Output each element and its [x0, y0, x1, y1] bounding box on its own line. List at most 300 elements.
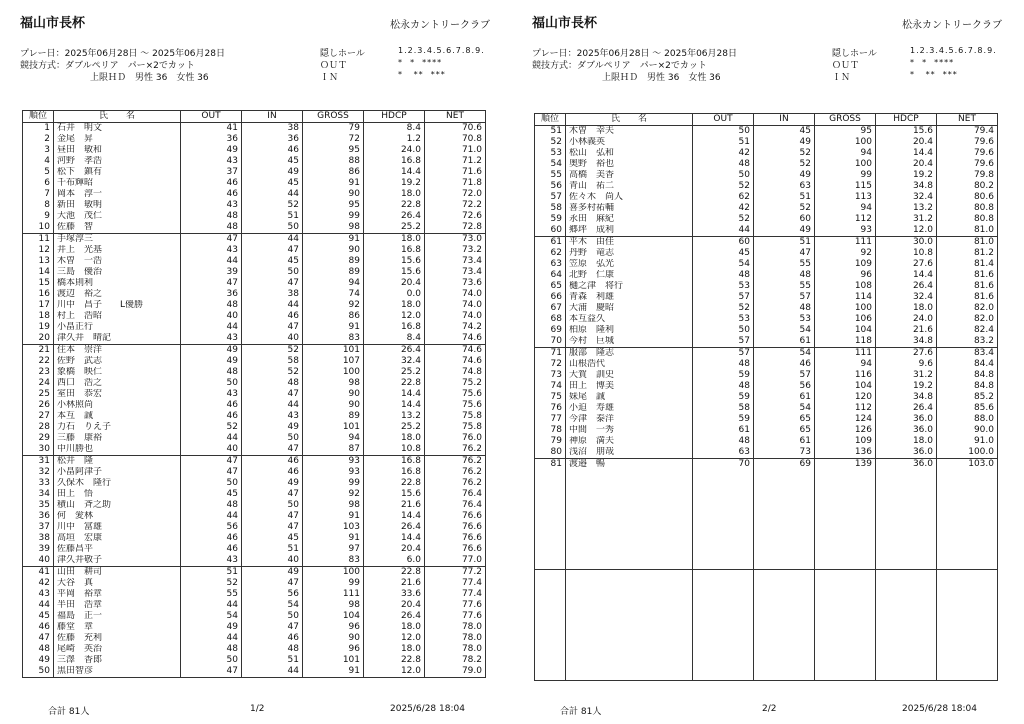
cell-gross: 99	[303, 578, 364, 589]
cell-name: 千布輝昭	[54, 178, 181, 189]
cell-name: 笠原 弘光	[566, 259, 693, 270]
empty-row	[535, 636, 998, 647]
cell-net: 74.0	[425, 311, 486, 322]
table-row	[23, 200, 486, 211]
club-name: 松永カントリークラブ	[390, 20, 490, 31]
cell-net: 70.6	[425, 123, 486, 135]
cell-in: 38	[242, 123, 303, 135]
cell-hdcp: 19.2	[876, 170, 937, 181]
cell-net: 74.6	[425, 333, 486, 345]
table-row	[535, 459, 998, 471]
empty-cell	[566, 503, 693, 514]
cell-gross: 94	[303, 278, 364, 289]
cell-rank: 47	[23, 633, 54, 644]
cell-name: 浅沼 朋哉	[566, 447, 693, 459]
cell-out: 44	[181, 256, 242, 267]
cell-net: 76.6	[425, 511, 486, 522]
cell-out: 48	[693, 436, 754, 447]
cell-out: 45	[181, 489, 242, 500]
empty-row	[535, 647, 998, 658]
cell-net: 77.6	[425, 600, 486, 611]
cell-rank: 50	[23, 666, 54, 678]
cell-gross: 101	[303, 655, 364, 666]
cell-out: 63	[693, 447, 754, 459]
cell-rank: 54	[535, 159, 566, 170]
cell-hdcp: 36.0	[876, 425, 937, 436]
empty-cell	[693, 525, 754, 536]
cell-net: 74.2	[425, 322, 486, 333]
cell-in: 57	[754, 292, 815, 303]
table-row	[23, 589, 486, 600]
cell-net: 79.0	[425, 666, 486, 678]
empty-cell	[937, 481, 998, 492]
cell-name: 井上 光基	[54, 245, 181, 256]
cell-net: 74.6	[425, 345, 486, 357]
cell-name: 佐藤 充利	[54, 633, 181, 644]
empty-cell	[815, 603, 876, 614]
cell-in: 50	[242, 500, 303, 511]
cell-in: 50	[242, 267, 303, 278]
table-row	[535, 259, 998, 270]
cell-out: 54	[693, 259, 754, 270]
cell-out: 40	[181, 311, 242, 322]
cell-rank: 61	[535, 237, 566, 249]
cell-rank: 51	[535, 126, 566, 138]
cell-rank: 64	[535, 270, 566, 281]
cell-name: 尾崎 英治	[54, 644, 181, 655]
cell-out: 43	[181, 389, 242, 400]
empty-cell	[754, 658, 815, 669]
empty-cell	[535, 669, 566, 681]
cell-in: 44	[242, 189, 303, 200]
cell-hdcp: 27.6	[876, 259, 937, 270]
cell-gross: 104	[815, 381, 876, 392]
cell-rank: 68	[535, 314, 566, 325]
cell-gross: 95	[303, 200, 364, 211]
cell-gross: 91	[303, 234, 364, 246]
cell-hdcp: 22.8	[364, 378, 425, 389]
cell-out: 52	[693, 214, 754, 225]
cell-name: 佐野 武志	[54, 356, 181, 367]
table-row	[23, 333, 486, 345]
table-row	[23, 156, 486, 167]
table-row	[23, 389, 486, 400]
cell-gross: 101	[303, 422, 364, 433]
cell-out: 54	[181, 611, 242, 622]
cell-rank: 76	[535, 403, 566, 414]
cell-net: 79.4	[937, 126, 998, 138]
empty-cell	[754, 536, 815, 547]
table-row	[535, 303, 998, 314]
table-row	[23, 256, 486, 267]
cell-name: 象橋 映仁	[54, 367, 181, 378]
empty-row	[535, 603, 998, 614]
cell-net: 76.6	[425, 544, 486, 555]
cell-net: 73.2	[425, 245, 486, 256]
results-table	[534, 113, 998, 681]
cell-gross: 104	[815, 325, 876, 336]
cell-name: 手塚淳三	[54, 234, 181, 246]
cell-gross: 126	[815, 425, 876, 436]
cell-hdcp: 27.6	[876, 348, 937, 360]
empty-cell	[937, 614, 998, 625]
table-row	[23, 633, 486, 644]
cell-out: 47	[181, 456, 242, 468]
cell-net: 84.8	[937, 381, 998, 392]
cell-hdcp: 18.0	[364, 433, 425, 444]
cell-hdcp: 22.8	[364, 655, 425, 666]
cell-rank: 15	[23, 278, 54, 289]
cell-hdcp: 16.8	[364, 467, 425, 478]
empty-cell	[693, 570, 754, 582]
handicap-limit: 上限ＨＤ 男性 36 女性 36	[90, 73, 209, 83]
cell-in: 47	[242, 389, 303, 400]
cell-name: 大谷 真	[54, 578, 181, 589]
cell-net: 70.8	[425, 134, 486, 145]
cell-net: 81.4	[937, 259, 998, 270]
empty-cell	[535, 570, 566, 582]
empty-cell	[566, 625, 693, 636]
table-row	[23, 467, 486, 478]
cell-rank: 22	[23, 356, 54, 367]
cell-rank: 2	[23, 134, 54, 145]
cell-net: 81.0	[937, 237, 998, 249]
cell-name: 青山 祐二	[566, 181, 693, 192]
cell-name: 西口 浩之	[54, 378, 181, 389]
cell-in: 40	[242, 555, 303, 567]
cell-net: 72.6	[425, 211, 486, 222]
cell-gross: 108	[815, 281, 876, 292]
cell-name: 積山 斉之助	[54, 500, 181, 511]
cell-rank: 41	[23, 567, 54, 579]
cell-name: 石井 明文	[54, 123, 181, 135]
cell-out: 56	[181, 522, 242, 533]
cell-out: 47	[181, 666, 242, 678]
empty-cell	[693, 625, 754, 636]
cell-rank: 30	[23, 444, 54, 456]
cell-rank: 33	[23, 478, 54, 489]
hidden-holes-label: 隠しホール	[832, 49, 877, 59]
tournament-title: 福山市長杯	[20, 16, 86, 31]
empty-cell	[566, 525, 693, 536]
cell-name: 川中 昌子 L優勝	[54, 300, 181, 311]
cell-out: 52	[693, 303, 754, 314]
cell-net: 71.2	[425, 156, 486, 167]
cell-net: 76.2	[425, 467, 486, 478]
cell-out: 49	[181, 356, 242, 367]
cell-gross: 111	[303, 589, 364, 600]
cell-net: 79.6	[937, 137, 998, 148]
table-row	[535, 248, 998, 259]
cell-name: 佐藤 智	[54, 222, 181, 234]
empty-cell	[693, 614, 754, 625]
cell-hdcp: 13.2	[876, 203, 937, 214]
empty-cell	[754, 470, 815, 481]
cell-rank: 36	[23, 511, 54, 522]
cell-name: 神原 満夫	[566, 436, 693, 447]
cell-rank: 28	[23, 422, 54, 433]
cell-out: 61	[693, 425, 754, 436]
cell-in: 44	[242, 234, 303, 246]
cell-hdcp: 12.0	[364, 666, 425, 678]
table-row	[23, 134, 486, 145]
cell-name: 山田 耕司	[54, 567, 181, 579]
cell-in: 48	[754, 270, 815, 281]
empty-cell	[566, 470, 693, 481]
cell-rank: 77	[535, 414, 566, 425]
cell-hdcp: 31.2	[876, 370, 937, 381]
cell-name: 今村 巨城	[566, 336, 693, 348]
cell-hdcp: 18.0	[876, 303, 937, 314]
cell-in: 52	[754, 148, 815, 159]
empty-cell	[693, 581, 754, 592]
cell-hdcp: 25.2	[364, 367, 425, 378]
cell-name: 妹尾 誠	[566, 392, 693, 403]
cell-rank: 13	[23, 256, 54, 267]
cell-out: 46	[181, 178, 242, 189]
table-row	[535, 181, 998, 192]
cell-name: 半田 浩章	[54, 600, 181, 611]
cell-name: 小畠阿津子	[54, 467, 181, 478]
table-row	[23, 411, 486, 422]
cell-in: 46	[242, 467, 303, 478]
cell-out: 48	[693, 381, 754, 392]
cell-name: 平木 由佳	[566, 237, 693, 249]
cell-net: 75.8	[425, 411, 486, 422]
cell-hdcp: 14.4	[364, 533, 425, 544]
table-row	[535, 148, 998, 159]
cell-out: 44	[181, 322, 242, 333]
cell-net: 75.6	[425, 389, 486, 400]
cell-in: 61	[754, 436, 815, 447]
col-rank: 順位	[535, 114, 566, 126]
cell-in: 54	[754, 348, 815, 360]
cell-in: 38	[242, 289, 303, 300]
table-row	[23, 234, 486, 246]
empty-cell	[937, 525, 998, 536]
empty-cell	[535, 625, 566, 636]
empty-cell	[754, 514, 815, 525]
cell-gross: 90	[303, 189, 364, 200]
empty-cell	[815, 481, 876, 492]
cell-gross: 91	[303, 322, 364, 333]
cell-in: 52	[242, 367, 303, 378]
table-row	[23, 511, 486, 522]
cell-out: 46	[181, 189, 242, 200]
cell-out: 59	[693, 392, 754, 403]
empty-row	[535, 581, 998, 592]
cell-net: 76.6	[425, 533, 486, 544]
table-row	[23, 522, 486, 533]
empty-cell	[876, 547, 937, 558]
cell-out: 40	[181, 444, 242, 456]
col-hdcp: HDCP	[364, 111, 425, 123]
cell-in: 46	[754, 359, 815, 370]
empty-row	[535, 481, 998, 492]
cell-in: 49	[242, 478, 303, 489]
cell-out: 60	[693, 237, 754, 249]
empty-cell	[815, 514, 876, 525]
out-holes: * * ****	[910, 58, 955, 67]
cell-gross: 96	[815, 270, 876, 281]
table-row	[535, 237, 998, 249]
cell-net: 84.8	[937, 370, 998, 381]
cell-gross: 91	[303, 511, 364, 522]
empty-cell	[876, 625, 937, 636]
results-body	[23, 123, 486, 678]
cell-out: 48	[693, 159, 754, 170]
cell-rank: 48	[23, 644, 54, 655]
cell-gross: 100	[815, 137, 876, 148]
cell-net: 73.4	[425, 256, 486, 267]
cell-name: 青森 利雄	[566, 292, 693, 303]
cell-net: 78.2	[425, 655, 486, 666]
cell-net: 90.0	[937, 425, 998, 436]
empty-cell	[876, 614, 937, 625]
cell-name: 松井 隆	[54, 456, 181, 468]
empty-row	[535, 525, 998, 536]
cell-out: 45	[693, 248, 754, 259]
cell-net: 72.0	[425, 189, 486, 200]
cell-net: 72.8	[425, 222, 486, 234]
cell-out: 57	[693, 348, 754, 360]
empty-cell	[566, 647, 693, 658]
cell-hdcp: 20.4	[364, 544, 425, 555]
cell-hdcp: 19.2	[876, 381, 937, 392]
cell-hdcp: 18.0	[364, 622, 425, 633]
cell-name: 高橋 美香	[566, 170, 693, 181]
table-row	[23, 245, 486, 256]
cell-out: 50	[181, 378, 242, 389]
cell-name: 本互益久	[566, 314, 693, 325]
table-row	[23, 222, 486, 234]
cell-out: 48	[181, 367, 242, 378]
cell-rank: 59	[535, 214, 566, 225]
cell-hdcp: 14.4	[876, 270, 937, 281]
empty-cell	[937, 625, 998, 636]
table-row	[23, 300, 486, 311]
cell-out: 41	[181, 123, 242, 135]
cell-rank: 49	[23, 655, 54, 666]
cell-net: 83.4	[937, 348, 998, 360]
cell-gross: 92	[303, 300, 364, 311]
hidden-holes-label: 隠しホール	[320, 49, 365, 59]
table-row	[23, 444, 486, 456]
empty-row	[535, 669, 998, 681]
cell-in: 49	[754, 137, 815, 148]
cell-hdcp: 12.0	[364, 633, 425, 644]
empty-cell	[754, 625, 815, 636]
cell-hdcp: 31.2	[876, 214, 937, 225]
table-row	[23, 311, 486, 322]
empty-cell	[876, 492, 937, 503]
cell-hdcp: 24.0	[364, 145, 425, 156]
cell-out: 57	[693, 292, 754, 303]
col-out: OUT	[181, 111, 242, 123]
empty-row	[535, 470, 998, 481]
cell-in: 61	[754, 392, 815, 403]
col-hdcp: HDCP	[876, 114, 937, 126]
print-timestamp: 2025/6/28 18:04	[390, 704, 465, 714]
cell-name: 佐々木 尚人	[566, 192, 693, 203]
empty-row	[535, 547, 998, 558]
cell-net: 76.6	[425, 522, 486, 533]
cell-out: 43	[181, 333, 242, 345]
cell-hdcp: 14.4	[364, 400, 425, 411]
cell-gross: 116	[815, 370, 876, 381]
cell-in: 45	[242, 256, 303, 267]
cell-gross: 109	[815, 259, 876, 270]
club-name: 松永カントリークラブ	[902, 20, 1002, 31]
cell-gross: 86	[303, 167, 364, 178]
cell-rank: 20	[23, 333, 54, 345]
empty-cell	[693, 503, 754, 514]
empty-cell	[876, 503, 937, 514]
cell-hdcp: 24.0	[876, 314, 937, 325]
cell-rank: 6	[23, 178, 54, 189]
table-row	[23, 167, 486, 178]
cell-in: 60	[754, 214, 815, 225]
cell-hdcp: 16.8	[364, 456, 425, 468]
cell-gross: 93	[303, 467, 364, 478]
total-count: 合計 81人	[48, 707, 90, 717]
cell-in: 45	[242, 156, 303, 167]
cell-net: 82.4	[937, 325, 998, 336]
cell-net: 79.8	[937, 170, 998, 181]
empty-cell	[937, 558, 998, 570]
table-row	[535, 381, 998, 392]
cell-in: 54	[754, 325, 815, 336]
results-page-1	[10, 0, 510, 724]
cell-gross: 120	[815, 392, 876, 403]
cell-out: 42	[693, 148, 754, 159]
cell-gross: 90	[303, 389, 364, 400]
cell-net: 78.0	[425, 622, 486, 633]
cell-hdcp: 14.4	[364, 511, 425, 522]
empty-cell	[693, 603, 754, 614]
table-row	[23, 578, 486, 589]
empty-cell	[754, 558, 815, 570]
cell-out: 48	[181, 500, 242, 511]
cell-name: 喜多村祐輔	[566, 203, 693, 214]
cell-out: 62	[693, 192, 754, 203]
competition-format: 競技方式：ダブルペリア パー×2でカット	[20, 61, 195, 71]
cell-out: 46	[181, 544, 242, 555]
cell-name: 松下 鎮有	[54, 167, 181, 178]
page-number: 2/2	[762, 704, 777, 714]
cell-in: 54	[754, 403, 815, 414]
cell-hdcp: 8.4	[364, 333, 425, 345]
table-row	[535, 336, 998, 348]
empty-cell	[876, 636, 937, 647]
empty-cell	[937, 603, 998, 614]
cell-hdcp: 30.0	[876, 237, 937, 249]
cell-rank: 38	[23, 533, 54, 544]
empty-cell	[693, 592, 754, 603]
cell-hdcp: 32.4	[876, 192, 937, 203]
empty-cell	[535, 658, 566, 669]
cell-gross: 99	[303, 478, 364, 489]
cell-net: 76.0	[425, 433, 486, 444]
cell-net: 80.6	[937, 192, 998, 203]
empty-cell	[535, 481, 566, 492]
cell-gross: 93	[815, 225, 876, 237]
cell-net: 74.0	[425, 300, 486, 311]
cell-in: 44	[242, 400, 303, 411]
cell-name: 何 愛林	[54, 511, 181, 522]
empty-cell	[937, 581, 998, 592]
cell-gross: 96	[303, 622, 364, 633]
